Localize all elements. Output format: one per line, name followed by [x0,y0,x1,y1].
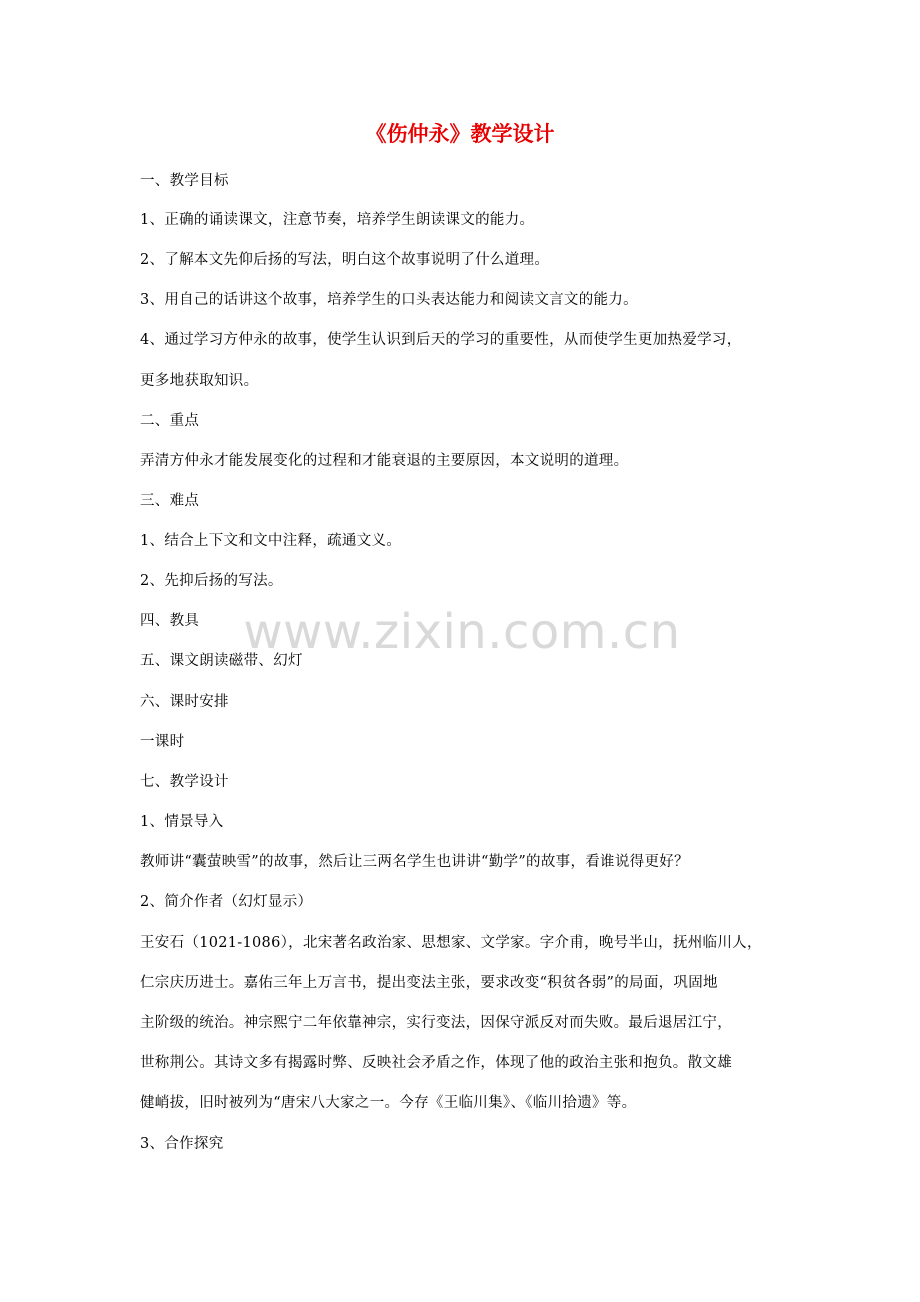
design-step-3: 3、合作探究 [140,1136,224,1152]
schedule-text: 一课时 [140,734,185,750]
objective-1: 1、正确的诵读课文，注意节奏，培养学生朗读课文的能力。 [140,212,535,228]
author-bio-line-5: 健峭拔，旧时被列为“唐宋八大家之一。今存《王临川集》、《临川拾遗》等。 [140,1095,637,1111]
section-heading-tape-slides: 五、课文朗读磁带、幻灯 [140,653,303,669]
author-bio-line-2: 仁宗庆历进士。嘉佑三年上万言书，提出变法主张，要求改变“积贫各弱”的局面，巩固地 [140,975,718,991]
difficulty-2: 2、先抑后扬的写法。 [140,573,283,589]
document-title: 《伤仲永》教学设计 [365,122,555,146]
section-heading-schedule: 六、课时安排 [140,694,229,710]
author-bio-line-3: 主阶级的统治。神宗熙宁二年依靠神宗，实行变法，因保守派反对而失败。最后退居江宁， [140,1015,732,1031]
design-step-1-text: 教师讲“囊萤映雪”的故事，然后让三两名学生也讲讲“勤学”的故事，看谁说得更好？ [140,854,689,870]
key-points-text: 弄清方仲永才能发展变化的过程和才能衰退的主要原因，本文说明的道理。 [140,453,629,469]
author-bio-line-4: 世称荆公。其诗文多有揭露时弊、反映社会矛盾之作，体现了他的政治主张和抱负。散文雄 [140,1055,732,1071]
objective-3: 3、用自己的话讲这个故事，培养学生的口头表达能力和阅读文言文的能力。 [140,292,638,308]
objective-4-continued: 更多地获取知识。 [140,373,259,389]
section-heading-objectives: 一、教学目标 [140,173,229,189]
section-heading-difficulties: 三、难点 [140,493,200,509]
author-bio-line-1: 王安石（1021-1086），北宋著名政治家、思想家、文学家。字介甫，晚号半山，抚州临川人， [140,935,762,951]
objective-2: 2、了解本文先仰后扬的写法，明白这个故事说明了什么道理。 [140,252,550,268]
section-heading-design: 七、教学设计 [140,774,229,790]
difficulty-1: 1、结合上下文和文中注释，疏通文义。 [140,533,402,549]
objective-4: 4、通过学习方仲永的故事，使学生认识到后天的学习的重要性，从而使学生更加热爱学习， [140,332,742,348]
section-heading-teaching-aids: 四、教具 [140,613,200,629]
design-step-2: 2、简介作者（幻灯显示） [140,894,313,910]
section-heading-key-points: 二、重点 [140,413,200,429]
design-step-1: 1、情景导入 [140,814,224,830]
watermark: www.zixin.com.cn [243,604,681,660]
